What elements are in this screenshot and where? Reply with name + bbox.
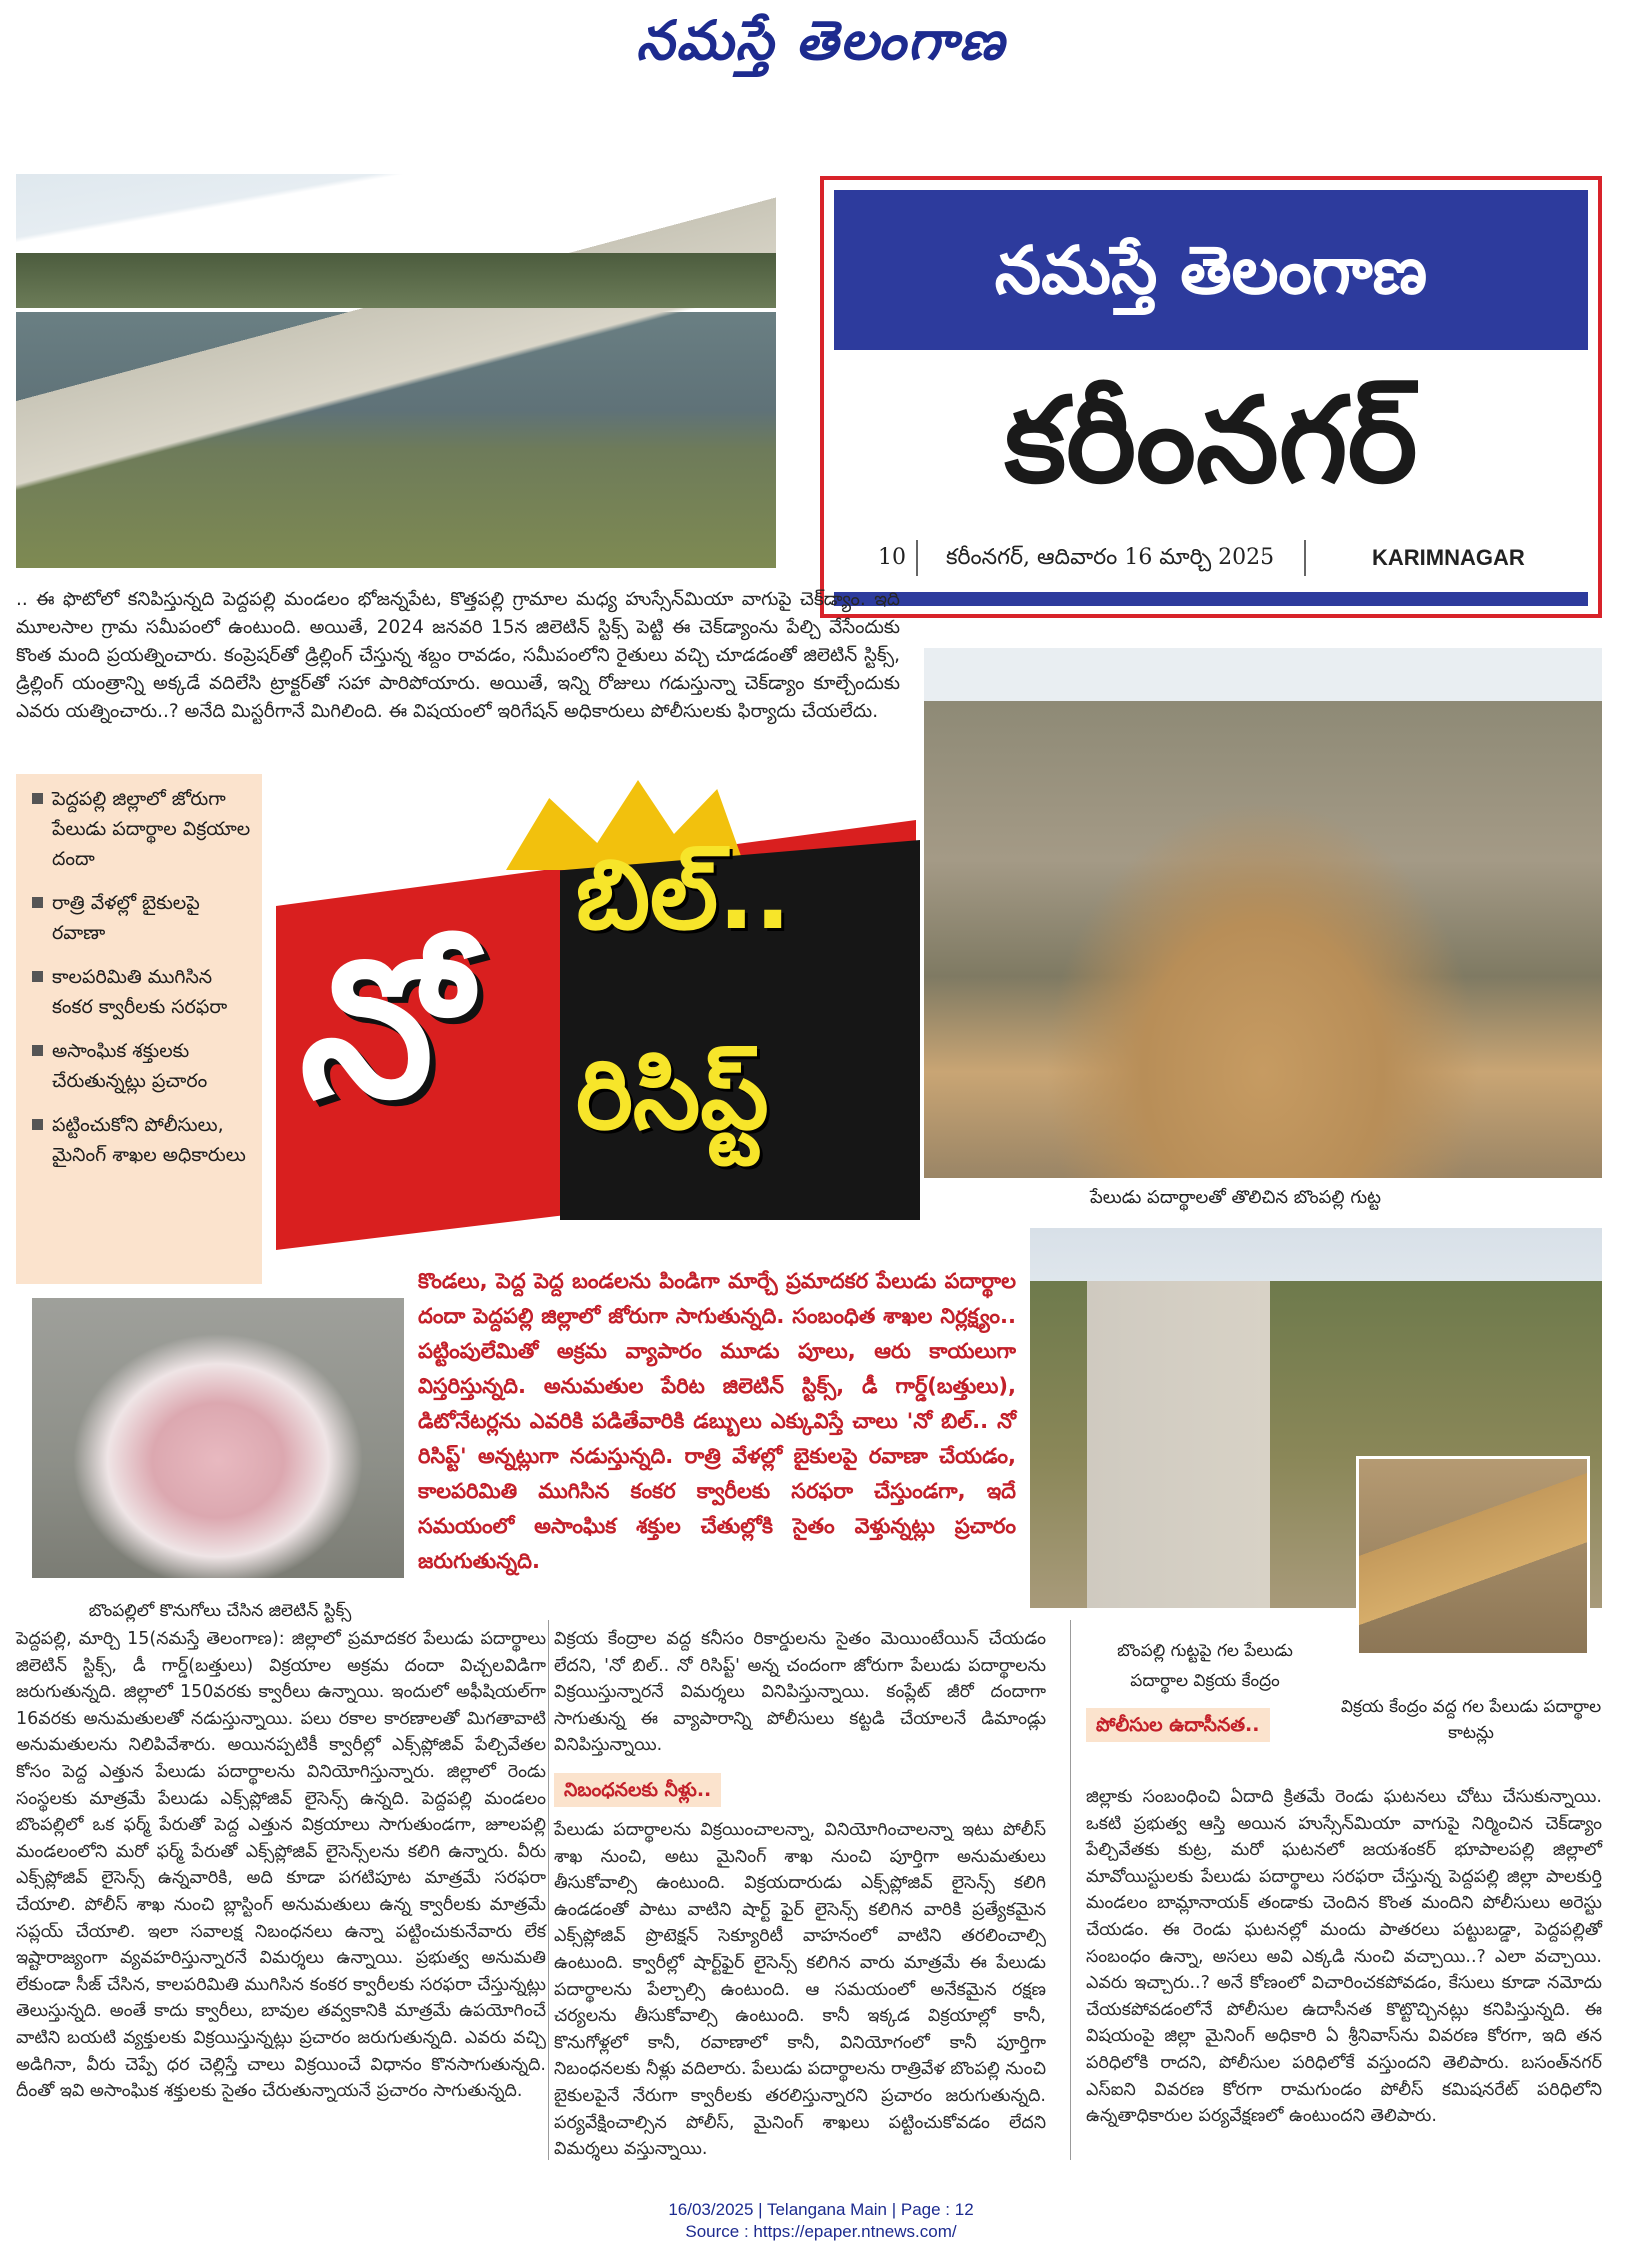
checkdam-caption: .. ఈ ఫొటోలో కనిపిస్తున్నది పెద్దపల్లి మండలం భోజన్నపేట, కొత్తపల్లి గ్రామాల మధ్య హుస్సేన్‌మియా వాగుపై చెక్‌డ్యాం. ఇది మూలసాల గ్రామ సమీపంలో ఉంటుంది. అయితే, 2024 జనవరి 15న జిలెటిన్ స్టిక్స్ పెట్టి ఈ చెక్‌డ్యాంను పేల్చి వేసేందుకు కొంత మంది ప్రయత్నించారు. కంప్రెషర్‌తో డ్రిల్లింగ్ చేస్తున్న శబ్దం రావడం, సమీపంలోని రైతులు వచ్చి చూడడంతో జిలెటిన్ స్టిక్స్, డ్రిల్లింగ్ యంత్రాన్ని అక్కడే వదిలేసి ట్రాక్టర్‌తో సహా పారిపోయారు. అయితే, ఇన్ని రోజులు గడుస్తున్నా చెక్‌డ్యాం కూల్చేందుకు ఎవరు యత్నించారు..? అనేది మిస్టరీగానే మిగిలింది. ఈ విషయంలో ఇరిగేషన్ అధికారులు పోలీసులకు ఫిర్యాదు చేయలేదు. bbox=[16, 589, 900, 722]
photo-gelatin-sack bbox=[32, 1298, 404, 1578]
headline-no: నో bbox=[300, 919, 471, 1140]
photo-explosive-cartons bbox=[1356, 1456, 1590, 1656]
body-column-3: జిల్లాకు సంబంధించి ఏదాది క్రితమే రెండు ఘటనలు చోటు చేసుకున్నాయి. ఒకటి ప్రభుత్వ ఆస్తి అయిన హుస్సేన్‌మియా వాగుపై నిర్మించిన చెక్‌డ్యాం పేల్చివేతకు కుట్ర, మరో ఘటనలో జయశంకర్ భూపాలపల్లి జిల్లాలో మావోయిస్టులకు పేలుడు పదార్థాలు సరఫరా చేస్తున్న పెద్దపల్లి జిల్లా పాలకుర్తి మండలం బామ్లానాయక్ తండాకు చెందిన కొంత మందిని పోలీసులు అరెస్టు చేయడం. ఈ రెండు ఘటనల్లో మందు పాతరలు పట్టుబడ్డా, పెద్దపల్లితో సంబంధం ఉన్నా, అసలు అవి ఎక్కడి నుంచి వచ్చాయి..? ఎలా వచ్చాయి. ఎవరు ఇచ్చారు..? అనే కోణంలో విచారించకపోవడం, కేసులు కూడా నమోదు చేయకపోవడంలోనే పోలీసుల ఉదాసీనత కొట్టొచ్చినట్లు కనిపిస్తున్నది. ఈ విషయంపై జిల్లా మైనింగ్ అధికారి ఏ శ్రీనివాస్‌ను వివరణ కోరగా, ఇది తన పరిధిలోకి రాదని, పోలీసుల పరిధిలోకే వస్తుందని తెలిపారు. బసంత్‌నగర్ ఎస్ఐని వివరణ కోరగా రామగుండం పోలీస్ కమిషనరేట్ పరిధిలోని ఉన్నతాధికారుల పర్యవేక్షణలో ఉంటుందని తెలిపారు. bbox=[1086, 1787, 1602, 2127]
cartons-caption: విక్రయ కేంద్రం వద్ద గల పేలుడు పదార్థాల కాటన్లు bbox=[1340, 1697, 1602, 1743]
photo-quarry bbox=[924, 648, 1602, 1178]
masthead-title: నమస్తే తెలంగాణ bbox=[636, 8, 1006, 72]
page-number: 10 bbox=[878, 545, 906, 570]
edition-header-box bbox=[820, 176, 1602, 618]
highlight-item: అసాంఘిక శక్తులకు చేరుతున్నట్లు ప్రచారం bbox=[26, 1036, 254, 1096]
subhead-police: పోలీసుల ఉదాసీనత.. bbox=[1086, 1708, 1270, 1742]
headline-receipt: రిసిప్ట్ bbox=[576, 1039, 769, 1151]
edition-meta-row bbox=[834, 530, 1588, 586]
body-column-1: పెద్దపల్లి, మార్చి 15(నమస్తే తెలంగాణ): జిల్లాలో ప్రమాదకర పేలుడు పదార్థాలు జిలెటిన్ స్టిక్స్, డీ గార్డ్(బత్తులు) విక్రయాల అక్రమ దందా విచ్చలవిడిగా జరుగుతున్నది. జిల్లాలో 150వరకు క్వారీలు ఉన్నాయి. ఇందులో అఫీషియల్‌గా 16వరకు అనుమతులతో నడుస్తున్నాయి. పలు రకాల కారణాలతో మిగతావాటి అనుమతులను నిలిపివేశారు. అయినప్పటికీ క్వారీల్లో ఎక్స్‌ప్లోజివ్ పేల్చివేతల కోసం పెద్ద ఎత్తున పేలుడు పదార్థాలను వినియోగిస్తున్నారు. జిల్లాలో రెండు సంస్థలకు మాత్రమే పేలుడు ఎక్స్‌ప్లోజివ్ లైసెన్స్ ఉన్నది. పెద్దపల్లి మండలం బొంపల్లిలో ఒక ఫర్మ్ పేరుతో పెద్ద ఎత్తున విక్రయాలు సాగుతుండగా, జూలపల్లి మండలంలోని మరో ఫర్మ్ పేరుతో ఎక్స్‌ప్లోజివ్ లైసెన్స్‌లను కలిగి ఉన్నారు. వీరు ఎక్స్‌ప్లోజివ్ లైసెన్స్ ఉన్నవారికి, అది కూడా పగటిపూట మాత్రమే సరఫరా చేయాలి. పోలీస్ శాఖ నుంచి బ్లాస్టింగ్ అనుమతులు ఉన్న క్వారీలకు మాత్రమే సప్లయ్ చేయాలి. ఇలా సవాలక్ష నిబంధనలు ఉన్నా పట్టించుకునేవారు లేక ఇష్టారాజ్యంగా వ్యవహరిస్తున్నారనే విమర్శలు ఉన్నాయి. ప్రభుత్వ అనుమతి లేకుండా సీజ్ చేసిన, కాలపరిమితి ముగిసిన కంకర క్వారీలకు సరఫరా చేస్తున్నట్లు తెలుస్తున్నది. అంతే కాదు క్వారీలు, బావుల తవ్వకానికి మాత్రమే ఉపయోగించే వాటిని బయటి వ్యక్తులకు విక్రయిస్తున్నట్లు ప్రచారం జరుగుతున్నది. ఎవరు వచ్చి అడిగినా, వీరు చెప్పే ధర చెల్లిస్తే చాలు విక్రయించే విధానం కొనసాగుతున్నది. దీంతో ఇవి అసాంఘిక శక్తులకు సైతం చేరుతున్నాయనే ప్రచారం సాగుతున్నది. bbox=[16, 1629, 546, 2102]
building-caption: బొంపల్లి గుట్టపై గల పేలుడు పదార్థాల విక్రయ కేంద్రం bbox=[1117, 1641, 1293, 1691]
edition-band-title: నమస్తే తెలంగాణ bbox=[834, 190, 1588, 350]
photo-checkdam bbox=[16, 174, 776, 568]
city-english: KARIMNAGAR bbox=[1372, 545, 1525, 570]
divider bbox=[1304, 540, 1306, 576]
quarry-caption: పేలుడు పదార్థాలతో తొలిచిన బొంపల్లి గుట్ట bbox=[1090, 1187, 1381, 1208]
lead-paragraph: కొండలు, పెద్ద పెద్ద బండలను పిండిగా మార్చే ప్రమాదకర పేలుడు పదార్థాల దందా పెద్దపల్లి జిల్లాలో జోరుగా సాగుతున్నది. సంబంధిత శాఖల నిర్లక్ష్యం.. పట్టింపులేమితో అక్రమ వ్యాపారం మూడు పూలు, ఆరు కాయలుగా విస్తరిస్తున్నది. అనుమతుల పేరిట జిలెటిన్ స్టిక్స్, డీ గార్డ్(బత్తులు), డిటోనేటర్లను ఎవరికి పడితేవారికి డబ్బులు ఎక్కువిస్తే చాలు 'నో బిల్.. నో రిసిప్ట్' అన్నట్లుగా నడుస్తున్నది. రాత్రి వేళల్లో బైకులపై రవాణా చేయడం, కాలపరిమితి ముగిసిన కంకర క్వారీలకు సరఫరా చేస్తుండగా, ఇదే సమయంలో అసాంఘిక శక్తుల చేతుల్లోకి సైతం వెళ్తున్నట్లు ప్రచారం జరుగుతున్నది. bbox=[418, 1269, 1016, 1573]
divider bbox=[916, 540, 918, 576]
column-rule bbox=[548, 1620, 549, 2160]
sack-caption: బొంపల్లిలో కొనుగోలు చేసిన జిలెటిన్ స్టిక్స్ bbox=[88, 1601, 352, 1621]
body-column-2-top: విక్రయ కేంద్రాల వద్ద కనీసం రికార్డులను సైతం మెయింటేయిన్ చేయడం లేదని, 'నో బిల్.. నో రిసిప్ట్' అన్న చందంగా జోరుగా పేలుడు పదార్థాలను విక్రయిస్తున్నారనే విమర్శలు వినిపిస్తున్నాయి. కంప్లేట్ జీరో దందాగా సాగుతున్న ఈ వ్యాపారాన్ని పోలీసులు కట్టడి చేయాలనే డిమాండ్లు వినిపిస్తున్నాయి. bbox=[554, 1629, 1046, 1756]
footer-source-link[interactable]: Source : https://epaper.ntnews.com/ bbox=[685, 2222, 957, 2241]
headline-bill: బిల్.. bbox=[576, 839, 792, 951]
highlight-item: రాత్రి వేళల్లో బైకులపై రవాణా bbox=[26, 888, 254, 948]
edition-city-title: కరీంనగర్ bbox=[1004, 371, 1418, 509]
body-column-2-bottom: పేలుడు పదార్థాలను విక్రయించాలన్నా, వినియోగించాలన్నా ఇటు పోలీస్ శాఖ నుంచి, అటు మైనింగ్ శాఖ నుంచి పూర్తిగా అనుమతులు తీసుకోవాల్సి ఉంటుంది. విక్రయదారుడు ఎక్స్‌ప్లోజివ్ లైసెన్స్ కలిగి ఉండడంతో పాటు వాటిని షార్ట్ ఫైర్ లైసెన్స్ కలిగిన వారికి ప్రత్యేకమైన ఎక్స్‌ప్లోజివ్ ప్రొటెక్షన్ సెక్యూరిటీ వాహనంలో వాటిని తరలించాల్సి ఉంటుంది. క్వారీల్లో షార్ట్‌ఫైర్ లైసెన్స్ కలిగిన వారు మాత్రమే ఈ పేలుడు పదార్థాలను పేల్చాల్సి ఉంటుంది. ఆ సమయంలో అనేకమైన రక్షణ చర్యలను తీసుకోవాల్సి ఉంటుంది. కానీ ఇక్కడ విక్రయాల్లో కానీ, కొనుగోళ్లలో కానీ, రవాణాలో కానీ, వినియోగంలో కానీ పూర్తిగా నిబంధనలకు నీళ్లు వదిలారు. పేలుడు పదార్థాలను రాత్రివేళ బొంపల్లి నుంచి బైకులపైనే నేరుగా క్వారీలకు తరలిస్తున్నారని ప్రచారం జరుగుతున్నది. పర్యవేక్షించాల్సిన పోలీస్, మైనింగ్ శాఖలు పట్టించుకోవడం లేదని విమర్శలు వస్తున్నాయి. bbox=[554, 1819, 1046, 2160]
page-footer bbox=[0, 2200, 1642, 2242]
main-headline bbox=[276, 780, 936, 1250]
highlight-item: పెద్దపల్లి జిల్లాలో జోరుగా పేలుడు పదార్థాల విక్రయాల దందా bbox=[26, 784, 254, 874]
edition-band-strip bbox=[834, 592, 1588, 606]
date-line: కరీంనగర్, ఆదివారం 16 మార్చి 2025 bbox=[946, 545, 1275, 570]
highlights-box bbox=[16, 774, 262, 1284]
highlight-item: కాలపరిమితి ముగిసిన కంకర క్వారీలకు సరఫరా bbox=[26, 962, 254, 1022]
highlight-item: పట్టించుకోని పోలీసులు, మైనింగ్ శాఖల అధికారులు bbox=[26, 1110, 254, 1170]
column-rule bbox=[1070, 1620, 1071, 2160]
subhead-rules: నిబంధనలకు నీళ్లు.. bbox=[554, 1773, 721, 1807]
footer-edition-line: 16/03/2025 | Telangana Main | Page : 12 bbox=[668, 2200, 974, 2219]
body-column-2 bbox=[554, 1626, 1046, 2163]
